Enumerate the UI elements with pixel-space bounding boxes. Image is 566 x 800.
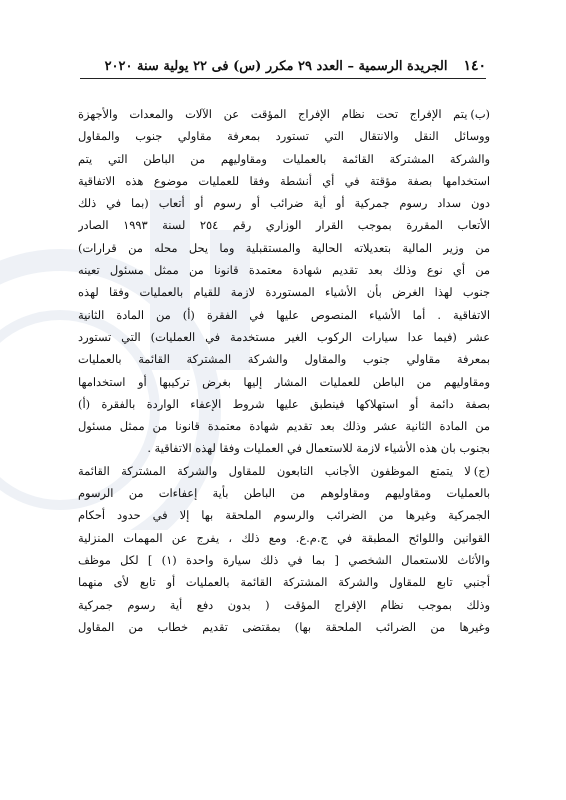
- paragraph-marker: (ب): [470, 107, 490, 121]
- text-line: الجمركية وغيرها من الضرائب والرسوم الملحقة بها إلا في حدود أحكام: [78, 508, 490, 523]
- text-line: وذلك بموجب نظام الإفراج المؤقت ( بدون دفع أية رسوم جمركية: [78, 597, 490, 612]
- text-line: والشركة المشتركة القائمة بالعمليات ومقاوليهم من الباطن التي يتم: [78, 151, 490, 166]
- text-line: (ج)لا يتمتع الموظفون الأجانب التابعون للمقاول والشركة المشتركة القائمة: [78, 463, 490, 478]
- text-line: بصفة دائمة أو استهلاكها فينطبق عليها شروط الإعفاء الواردة بالفقرة (أ): [78, 396, 490, 411]
- text-line: ومقاوليهم من الباطن للعمليات المشار إليها بغرض تركيبها أو استخدامها: [78, 374, 490, 389]
- paragraph-c: [78, 460, 490, 638]
- paragraph-b: [78, 103, 490, 460]
- text-line: الأتعاب المقررة بموجب القرار الوزاري رقم ٢٥٤ لسنة ١٩٩٣ الصادر: [78, 218, 490, 233]
- text-line: وغيرها من الضرائب الملحقة بها) بمقتضى تقديم خطاب من المقاول: [78, 619, 490, 634]
- text-line: الاتفاقية . أما الأشياء المنصوص عليها في الفقرة (أ) من المادة الثانية: [78, 307, 490, 322]
- paragraph-marker: (ج): [473, 463, 490, 478]
- text-line: من المادة الثانية عشر وذلك بعد تقديم شهادة معتمدة قانونا من ممثل مسئول: [78, 419, 490, 434]
- document-body: [78, 103, 490, 638]
- text-line: من وزير المالية بتعديلاته الحالية والمستقبلية وما يحل محله من قرارات): [78, 240, 490, 255]
- text-line: أجنبي تابع للمقاول والشركة المشتركة القائمة بالعمليات أو تابع لأى منهما: [78, 575, 490, 590]
- gazette-title: الجريدة الرسمية – العدد ٢٩ مكرر (س) فى ٢٢ يولية سنة ٢٠٢٠: [104, 59, 448, 74]
- text-line: من أي نوع وذلك بعد تقديم شهادة معتمدة قانونا من ممثل مسئول تعينه: [78, 263, 490, 278]
- page-header: [80, 58, 486, 79]
- page-number: ١٤٠: [463, 58, 486, 74]
- text-line: والأثاث للاستعمال الشخصي [ بما في ذلك سيارة واحدة (١) ] لكل موظف: [78, 552, 490, 567]
- text-line: عشر (فيما عدا سيارات الركوب الغير مستخدمة في العمليات) التي تستورد: [78, 329, 490, 344]
- text-line: القوانين واللوائح المطبقة في ج.م.ع. ومع ذلك ، يفرج عن المهمات المنزلية: [78, 530, 490, 545]
- text-line: استخدامها بصفة مؤقتة في أي أنشطة وفقا للعمليات موضوع هذه الاتفاقية: [78, 173, 490, 188]
- text-line: بالعمليات ومقاوليهم ومقاولوهم من الباطن بأية إعفاءات من الرسوم: [78, 486, 490, 501]
- text-line: بمعرفة مقاولي جنوب والمقاول والشركة المشتركة القائمة بالعمليات: [78, 352, 490, 367]
- text-line: دون سداد رسوم جمركية أو أية ضرائب أو رسوم أو أتعاب (بما في ذلك: [78, 196, 490, 211]
- text-line: (ب)يتم الإفراج تحت نظام الإفراج المؤقت عن الآلات والمعدات والأجهزة: [78, 107, 490, 121]
- text-line: جنوب لهذا الغرض بأن الأشياء المستوردة لازمة للقيام بالعمليات وفقا لهذه: [78, 285, 490, 300]
- text-line: ووسائل النقل والانتقال التي تستورد بمعرفة مقاولي جنوب والمقاول: [78, 129, 490, 144]
- text-line: بجنوب بان هذه الأشياء لازمة للاستعمال في العمليات وفقا لهذه الاتفاقية .: [147, 441, 490, 456]
